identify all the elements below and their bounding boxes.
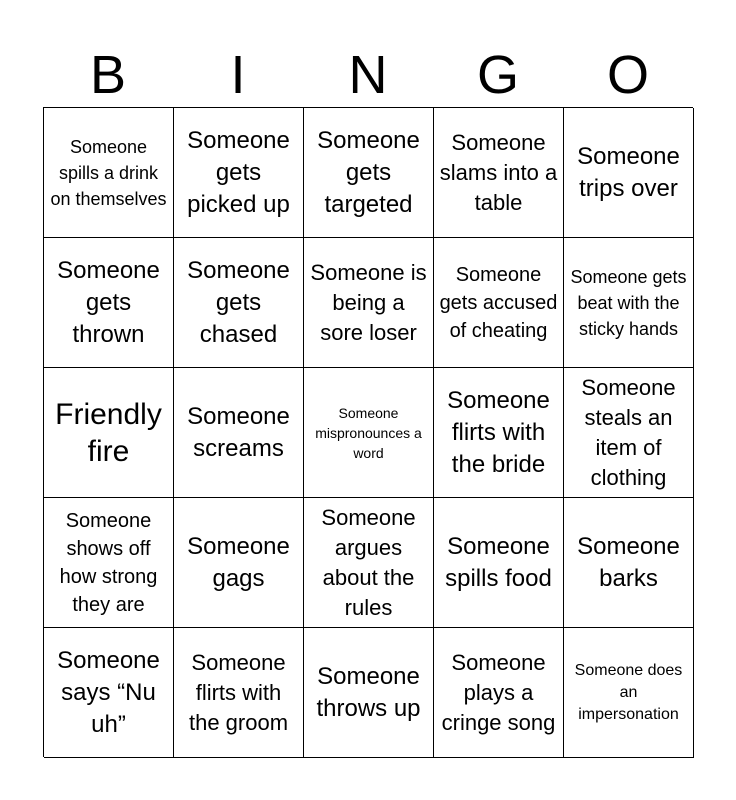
bingo-cell-r2-c3[interactable] xyxy=(304,238,434,368)
bingo-cell-r5-c1[interactable] xyxy=(44,628,174,758)
bingo-cell-r4-c3[interactable] xyxy=(304,498,434,628)
bingo-cell-r2-c4[interactable] xyxy=(434,238,564,368)
header-letter-g: G xyxy=(476,45,519,105)
bingo-cell-r2-c5[interactable] xyxy=(564,238,694,368)
bingo-cell-r4-c2[interactable] xyxy=(174,498,304,628)
bingo-cell-r5-c5[interactable] xyxy=(564,628,694,758)
bingo-cell-r5-c2[interactable] xyxy=(174,628,304,758)
bingo-cell-text: Someone shows off how strong they are xyxy=(59,509,158,616)
header-letter-i: I xyxy=(230,45,246,105)
header-letter-o: O xyxy=(606,45,649,105)
bingo-cell-text: Someone spills a drink on themselves xyxy=(50,136,167,209)
bingo-cell-r4-c4[interactable] xyxy=(434,498,564,628)
bingo-cell-text: Someone does an impersonation xyxy=(574,661,683,723)
bingo-cell-text: Someone argues about the rules xyxy=(321,504,416,620)
bingo-cell-text: Someone spills food xyxy=(445,532,552,592)
bingo-cell-r1-c1[interactable] xyxy=(44,108,174,238)
bingo-cell-text: Someone screams xyxy=(187,402,290,462)
bingo-cell-text: Someone says “Nu uh” xyxy=(57,646,160,738)
bingo-cell-r3-c2[interactable] xyxy=(174,368,304,498)
bingo-cell-text: Someone slams into a table xyxy=(439,129,558,215)
bingo-cell-text: Someone gets chased xyxy=(187,256,290,348)
header-letter-n: N xyxy=(348,45,388,105)
bingo-cell-text: Someone mispronounces a word xyxy=(315,404,422,461)
bingo-cell-r3-c3[interactable] xyxy=(304,368,434,498)
bingo-cell-r1-c4[interactable] xyxy=(434,108,564,238)
bingo-cell-text: Someone gags xyxy=(187,532,290,592)
header-letter-b: B xyxy=(89,45,127,105)
bingo-cell-text: Someone gets thrown xyxy=(57,256,160,348)
bingo-cell-text: Someone trips over xyxy=(577,142,680,202)
bingo-header xyxy=(43,44,693,106)
bingo-cell-text: Someone is being a sore loser xyxy=(310,259,427,345)
bingo-cell-text: Someone plays a cringe song xyxy=(441,649,556,735)
bingo-cell-r3-c4[interactable] xyxy=(434,368,564,498)
bingo-cell-text: Someone flirts with the bride xyxy=(447,386,550,478)
bingo-cell-r1-c3[interactable] xyxy=(304,108,434,238)
bingo-cell-r5-c3[interactable] xyxy=(304,628,434,758)
bingo-cell-r1-c2[interactable] xyxy=(174,108,304,238)
bingo-board xyxy=(43,107,693,757)
bingo-cell-r4-c5[interactable] xyxy=(564,498,694,628)
bingo-cell-text: Someone flirts with the groom xyxy=(188,649,289,735)
bingo-cell-text: Someone gets targeted xyxy=(317,126,420,218)
bingo-cell-r2-c2[interactable] xyxy=(174,238,304,368)
bingo-cell-text: Someone gets beat with the sticky hands xyxy=(570,266,687,339)
bingo-cell-r1-c5[interactable] xyxy=(564,108,694,238)
bingo-cell-r5-c4[interactable] xyxy=(434,628,564,758)
bingo-cell-text: Someone throws up xyxy=(316,662,421,722)
bingo-cell-r2-c1[interactable] xyxy=(44,238,174,368)
bingo-cell-r4-c1[interactable] xyxy=(44,498,174,628)
bingo-cell-r3-c1[interactable] xyxy=(44,368,174,498)
bingo-cell-text: Someone gets picked up xyxy=(187,126,290,218)
bingo-cell-text: Someone barks xyxy=(577,532,680,592)
bingo-cell-r3-c5[interactable] xyxy=(564,368,694,498)
bingo-cell-text: Someone gets accused of cheating xyxy=(439,263,558,342)
bingo-cell-text: Friendly fire xyxy=(55,397,162,468)
bingo-cell-text: Someone steals an item of clothing xyxy=(581,374,676,490)
